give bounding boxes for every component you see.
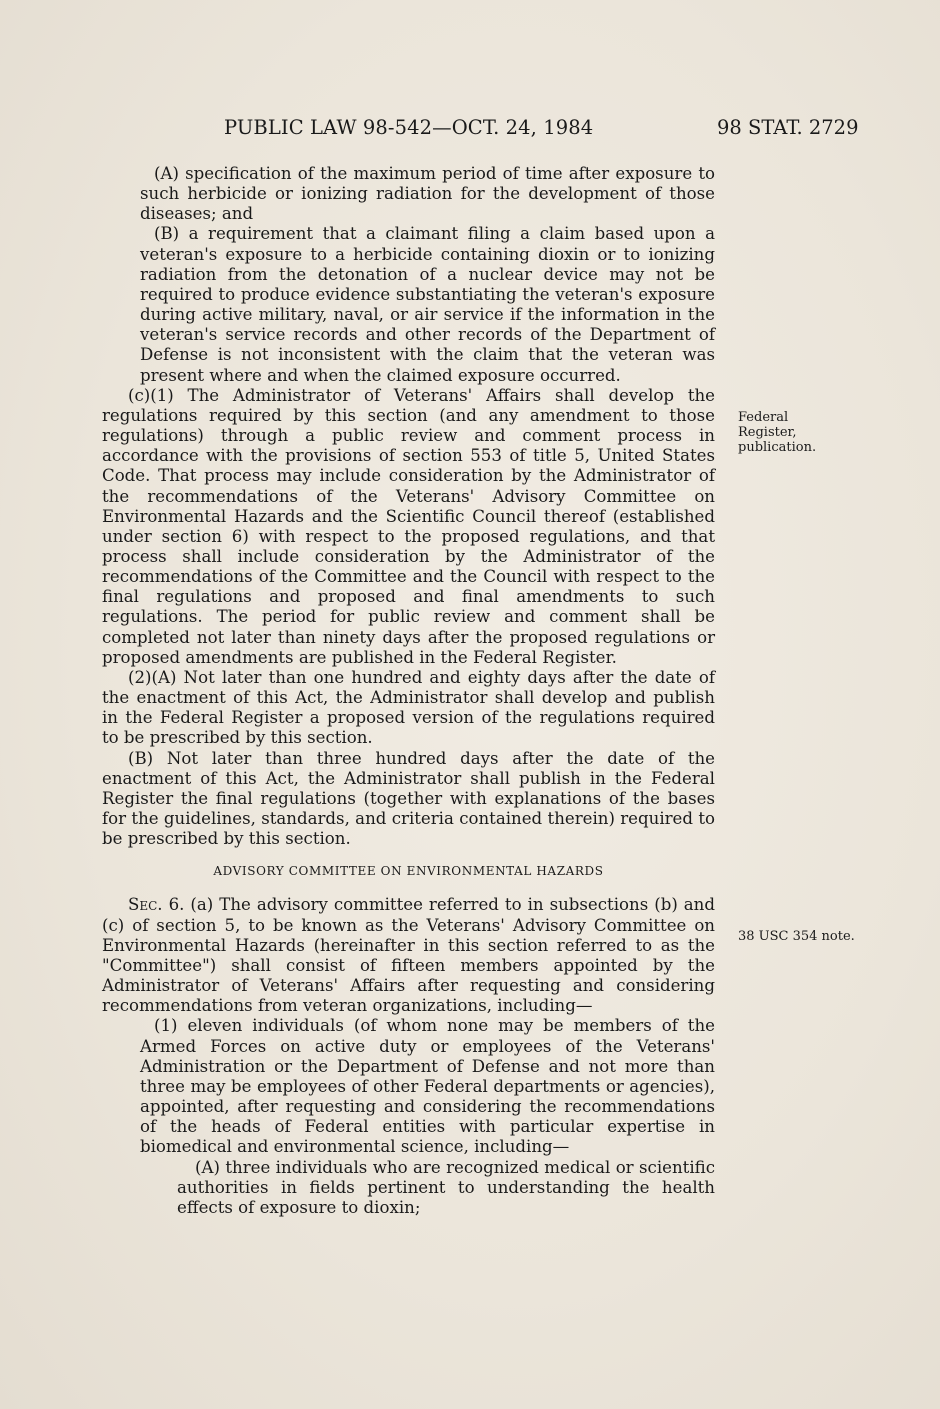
- statute-body: [102, 164, 715, 1218]
- page-header-stat-citation: 98 STAT. 2729: [717, 116, 859, 139]
- page-header-title: PUBLIC LAW 98-542—OCT. 24, 1984: [224, 116, 594, 139]
- paragraph-c1: (c)(1) The Administrator of Veterans' Affairs shall develop the regulations required by this section (and any amendment to those regulations) through a public review and comment process in accordance with the provisions of section 553 of title 5, United States Code. That process may include consideration by the Administrator of the recommendations of the Veterans' Advisory Committee on Environmental Hazards and the Scientific Council thereof (established under section 6) with respect to the proposed regulations, and that process shall include consideration by the Administrator of the recommendations of the Committee and the Council with respect to the final regulations and proposed and final amendments to such regulations. The period for public review and comment shall be completed not later than ninety days after the proposed regulations or proposed amendments are published in the Federal Register.: [102, 385, 715, 667]
- margin-note-line: Federal: [738, 410, 789, 425]
- margin-note-federal-register: [738, 410, 878, 455]
- paragraph-section-6a: [102, 895, 715, 1016]
- margin-note-line: publication.: [738, 440, 817, 455]
- paragraph-item-1: (1) eleven individuals (of whom none may be members of the Armed Forces on active duty or employees of the Veterans' Administration or the Department of Defense and not more than three may be employees of other Federal departments or agencies), appointed, after requesting and considering the recommendations of the heads of Federal entities with particular expertise in biomedical and environmental science, including—: [140, 1016, 715, 1157]
- paragraph-c2a: (2)(A) Not later than one hundred and eighty days after the date of the enactment of this Act, the Administrator shall develop and publish in the Federal Register a proposed version of the regulations required to be prescribed by this section.: [102, 667, 715, 748]
- section-6a-text: 6. (a) The advisory committee referred to in subsections (b) and (c) of section 5, to be known as the Veterans' Advisory Committee on Environmental Hazards (hereinafter in this section referred to as the "Committee") shall consist of fifteen members appointed by the Administrator of Veterans' Affairs after requesting and considering recommendations from veteran organizations, including—: [102, 895, 715, 1016]
- margin-note-line: Register,: [738, 425, 797, 440]
- paragraph-subsection-b: (B) a requirement that a claimant filing a claim based upon a veteran's exposure to a herbicide containing dioxin or to ionizing radiation from the detonation of a nuclear device may not be required to produce evidence substantiating the veteran's exposure during active military, naval, or air service if the information in the veteran's service records and other records of the Department of Defense is not inconsistent with the claim that the veteran was present where and when the claimed exposure occurred.: [140, 224, 715, 385]
- paragraph-subsection-a: (A) specification of the maximum period of time after exposure to such herbicide or ionizing radiation for the development of those diseases; and: [140, 164, 715, 224]
- margin-note-usc-citation: 38 USC 354 note.: [738, 929, 855, 944]
- section-heading: ADVISORY COMMITTEE ON ENVIRONMENTAL HAZARDS: [213, 864, 604, 879]
- section-label: Sec.: [128, 895, 163, 915]
- paragraph-c2b: (B) Not later than three hundred days after the date of the enactment of this Act, the Administrator shall publish in the Federal Register the final regulations (together with explanations of the bases for the guidelines, standards, and criteria contained therein) required to be prescribed by this section.: [102, 748, 715, 849]
- paragraph-item-1a: (A) three individuals who are recognized medical or scientific authorities in fields pertinent to understanding the health effects of exposure to dioxin;: [177, 1157, 715, 1217]
